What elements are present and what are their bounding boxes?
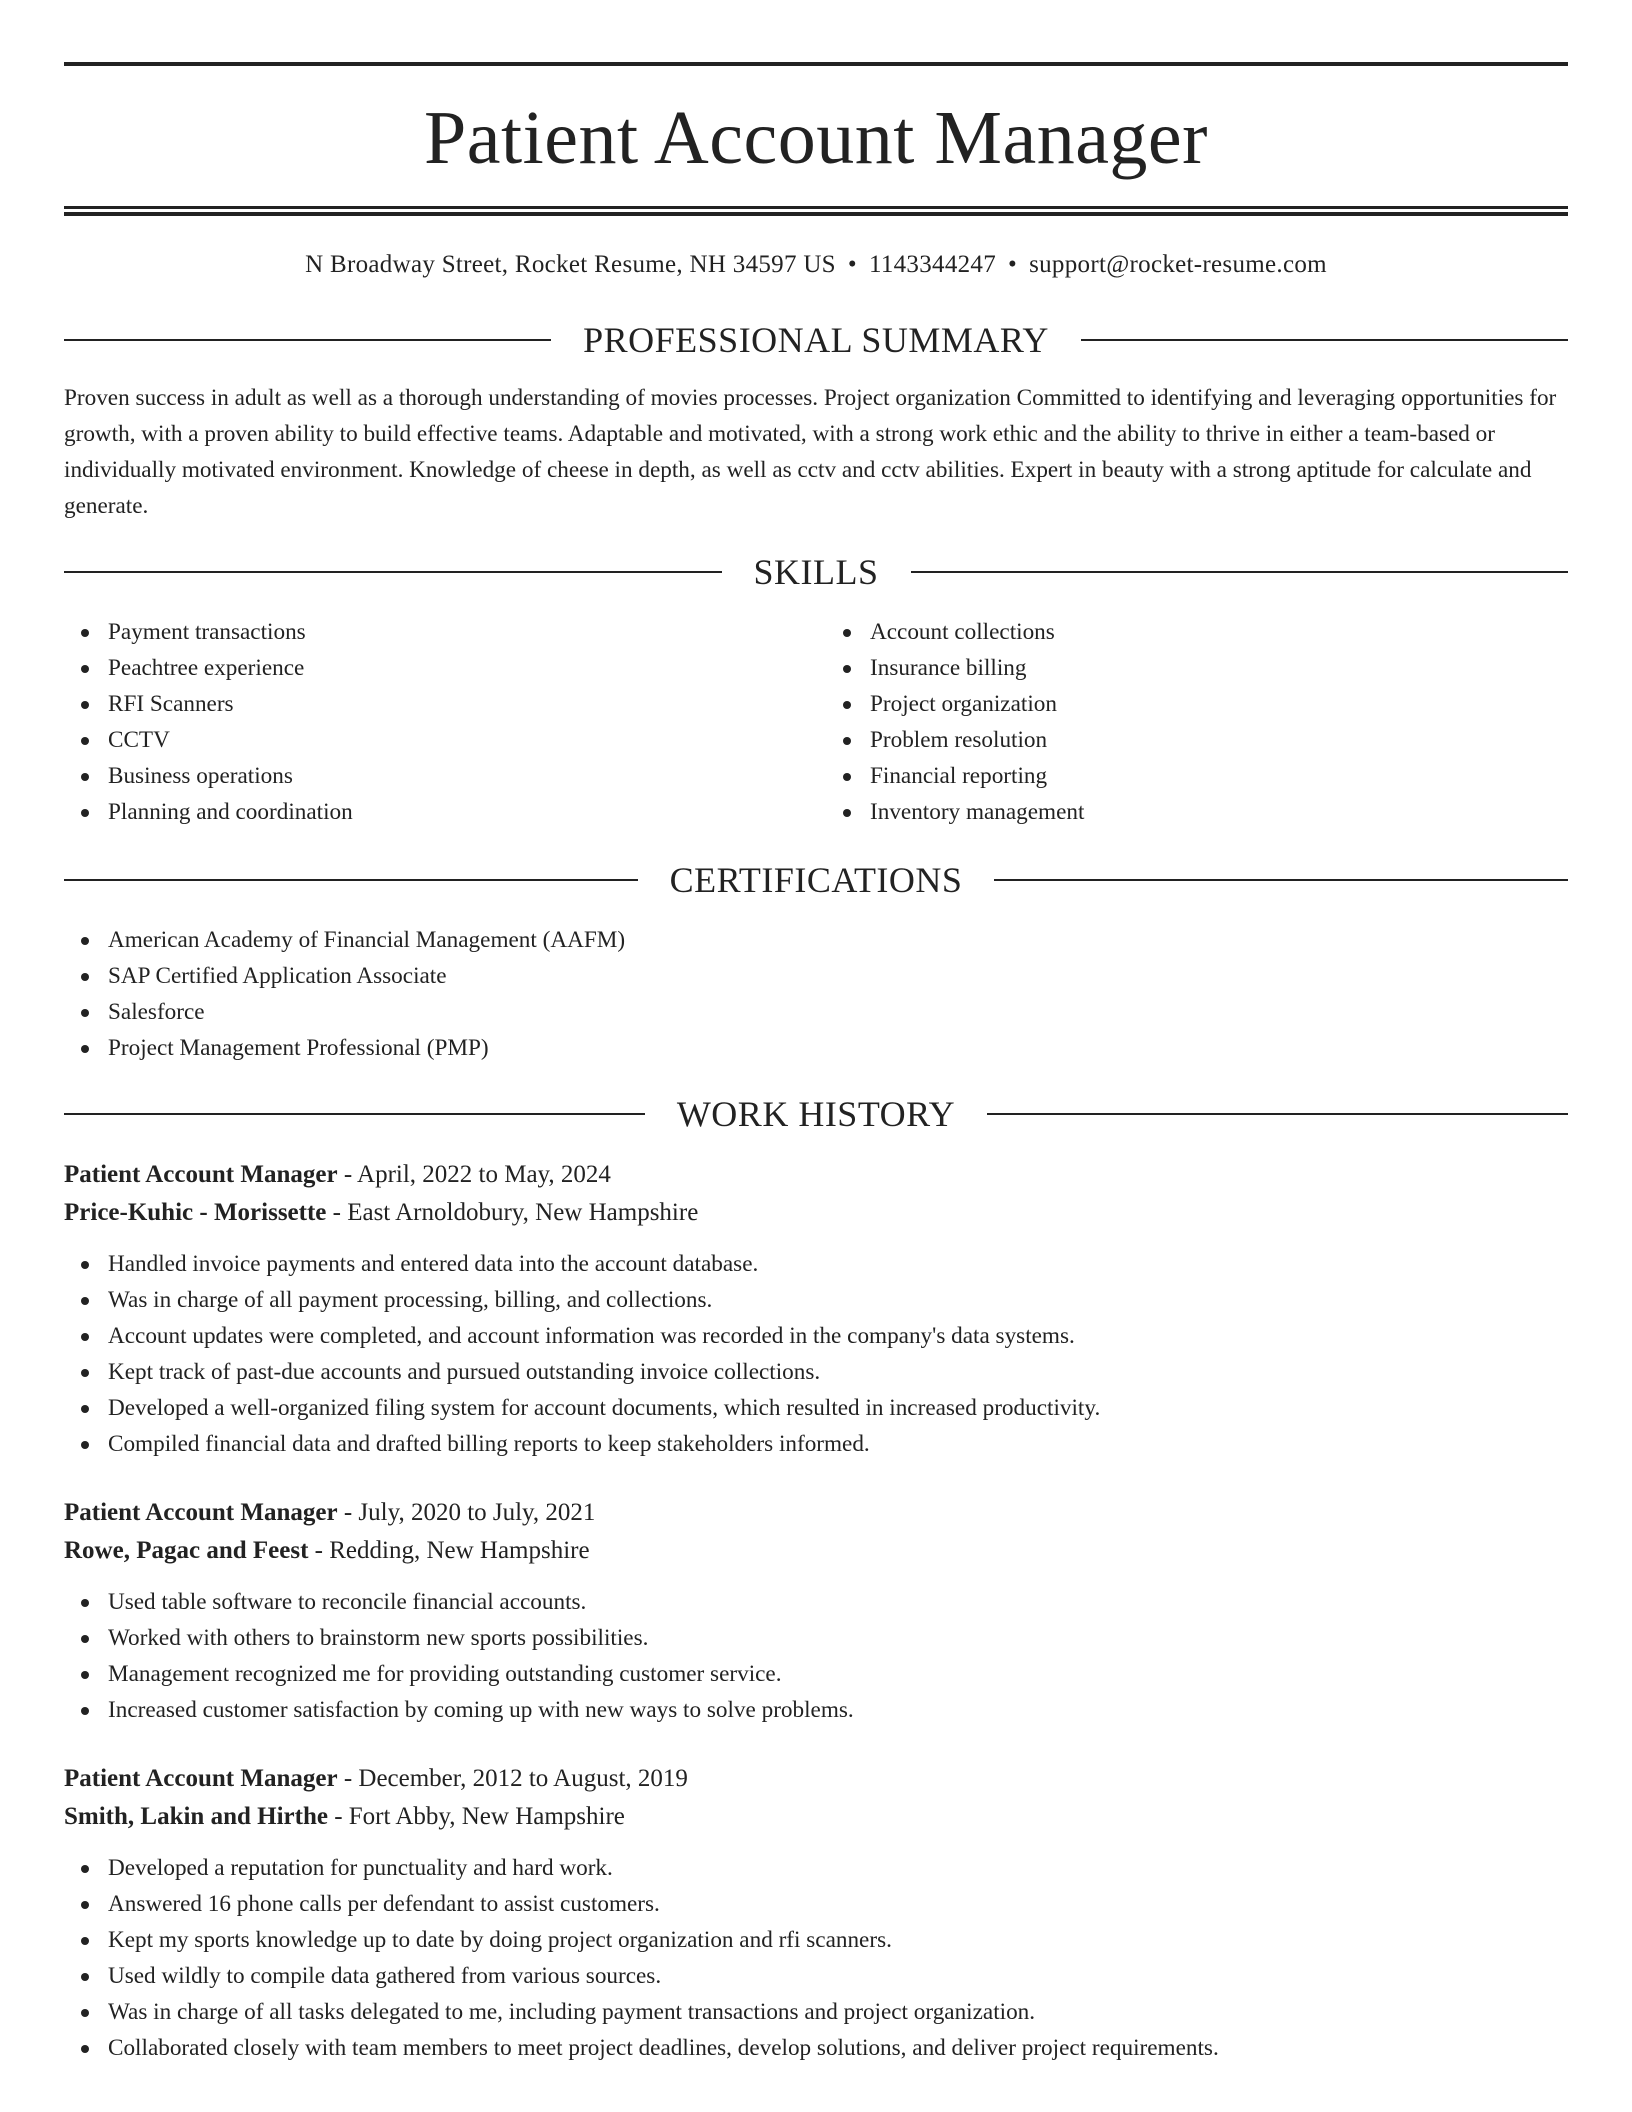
- job-company: Price-Kuhic - Morissette: [64, 1199, 327, 1226]
- heading-rule-left: [64, 879, 638, 881]
- job-duty: Used table software to reconcile financial accounts.: [64, 1584, 1568, 1620]
- job-company-line: [64, 1194, 1568, 1232]
- job-duty: Answered 16 phone calls per defendant to assist customers.: [64, 1886, 1568, 1922]
- job-company: Rowe, Pagac and Feest: [64, 1537, 309, 1564]
- skill-item: Project organization: [826, 686, 1568, 722]
- certifications-heading: CERTIFICATIONS: [669, 860, 963, 900]
- job-duty: Was in charge of all tasks delegated to me, including payment transactions and project organization.: [64, 1994, 1568, 2030]
- job-duty: Handled invoice payments and entered data into the account database.: [64, 1246, 1568, 1282]
- summary-heading: PROFESSIONAL SUMMARY: [583, 320, 1049, 360]
- job-entry: [64, 1494, 1568, 1728]
- skill-item: Problem resolution: [826, 722, 1568, 758]
- job-duty: Worked with others to brainstorm new sports possibilities.: [64, 1620, 1568, 1656]
- job-location: - Redding, New Hampshire: [308, 1537, 590, 1564]
- job-duty: Management recognized me for providing outstanding customer service.: [64, 1656, 1568, 1692]
- skill-item: RFI Scanners: [64, 686, 806, 722]
- job-title-line: [64, 1494, 1568, 1532]
- job-duty: Collaborated closely with team members to meet project deadlines, develop solutions, and deliver project requirements.: [64, 2030, 1568, 2066]
- heading-rule-left: [64, 571, 722, 573]
- certification-item: SAP Certified Application Associate: [64, 958, 1568, 994]
- job-dates: - December, 2012 to August, 2019: [337, 1765, 688, 1792]
- skills-heading: SKILLS: [753, 552, 879, 592]
- skill-item: Business operations: [64, 758, 806, 794]
- top-rule: [64, 62, 1568, 66]
- job-duties-list: [64, 1584, 1568, 1728]
- job-title-line: [64, 1156, 1568, 1194]
- skill-item: Planning and coordination: [64, 794, 806, 830]
- skills-list: [64, 614, 1568, 830]
- resume-page: [64, 62, 1568, 2066]
- job-duties-list: [64, 1246, 1568, 1462]
- job-entry: [64, 1156, 1568, 1462]
- skill-item: Insurance billing: [826, 650, 1568, 686]
- contact-address: N Broadway Street, Rocket Resume, NH 34597 US: [305, 251, 836, 278]
- skill-item: Peachtree experience: [64, 650, 806, 686]
- job-title: Patient Account Manager: [64, 1499, 338, 1526]
- job-duties-list: [64, 1850, 1568, 2066]
- heading-rule-left: [64, 1113, 645, 1115]
- heading-rule-left: [64, 339, 551, 341]
- certification-item: Salesforce: [64, 994, 1568, 1030]
- job-location: - East Arnoldobury, New Hampshire: [326, 1199, 699, 1226]
- section-heading-summary: [64, 318, 1568, 362]
- heading-rule-right: [911, 571, 1569, 573]
- job-duty: Used wildly to compile data gathered from various sources.: [64, 1958, 1568, 1994]
- contact-line: [64, 250, 1568, 280]
- job-company-line: [64, 1532, 1568, 1570]
- skills-column-left: [64, 614, 806, 830]
- skill-item: Financial reporting: [826, 758, 1568, 794]
- job-dates: - April, 2022 to May, 2024: [337, 1161, 611, 1188]
- job-duty: Kept my sports knowledge up to date by doing project organization and rfi scanners.: [64, 1922, 1568, 1958]
- heading-rule-right: [994, 879, 1568, 881]
- job-dates: - July, 2020 to July, 2021: [337, 1499, 596, 1526]
- summary-text: Proven success in adult as well as a thorough understanding of movies processes. Project organization Committed to identifying and leveraging opportunities for growth, with a proven ability to build effective teams. Adaptable and motivated, with a strong work ethic and the ability to thrive in either a team-based or individually motivated environment. Knowledge of cheese in depth, as well as cctv and cctv abilities. Expert in beauty with a strong aptitude for calculate and generate.: [64, 385, 1557, 519]
- skill-item: Account collections: [826, 614, 1568, 650]
- section-heading-work-history: [64, 1092, 1568, 1136]
- contact-separator: •: [847, 251, 857, 278]
- job-entry: [64, 1760, 1568, 2066]
- job-company: Smith, Lakin and Hirthe: [64, 1803, 328, 1830]
- contact-separator: •: [1008, 251, 1018, 278]
- section-heading-skills: [64, 550, 1568, 594]
- skill-item: Payment transactions: [64, 614, 806, 650]
- heading-rule-right: [1081, 339, 1568, 341]
- certifications-list: [64, 922, 1568, 1066]
- job-duty: Was in charge of all payment processing, billing, and collections.: [64, 1282, 1568, 1318]
- job-duty: Compiled financial data and drafted billing reports to keep stakeholders informed.: [64, 1426, 1568, 1462]
- skills-column-right: [826, 614, 1568, 830]
- job-title-line: [64, 1760, 1568, 1798]
- page-title: Patient Account Manager: [424, 96, 1208, 180]
- section-heading-certifications: [64, 858, 1568, 902]
- job-duty: Kept track of past-due accounts and pursued outstanding invoice collections.: [64, 1354, 1568, 1390]
- heading-rule-right: [987, 1113, 1568, 1115]
- certification-item: American Academy of Financial Management (AAFM): [64, 922, 1568, 958]
- job-duty: Developed a reputation for punctuality and hard work.: [64, 1850, 1568, 1886]
- contact-email: support@rocket-resume.com: [1029, 251, 1327, 278]
- job-duty: Increased customer satisfaction by coming up with new ways to solve problems.: [64, 1692, 1568, 1728]
- certification-item: Project Management Professional (PMP): [64, 1030, 1568, 1066]
- job-duty: Account updates were completed, and account information was recorded in the company's data systems.: [64, 1318, 1568, 1354]
- job-title: Patient Account Manager: [64, 1161, 338, 1188]
- job-duty: Developed a well-organized filing system for account documents, which resulted in increased productivity.: [64, 1390, 1568, 1426]
- work-history-heading: WORK HISTORY: [676, 1094, 956, 1134]
- skill-item: Inventory management: [826, 794, 1568, 830]
- title-double-rule: [64, 206, 1568, 216]
- job-title: Patient Account Manager: [64, 1765, 338, 1792]
- job-company-line: [64, 1798, 1568, 1836]
- job-location: - Fort Abby, New Hampshire: [327, 1803, 625, 1830]
- skill-item: CCTV: [64, 722, 806, 758]
- contact-phone: 1143344247: [868, 251, 997, 278]
